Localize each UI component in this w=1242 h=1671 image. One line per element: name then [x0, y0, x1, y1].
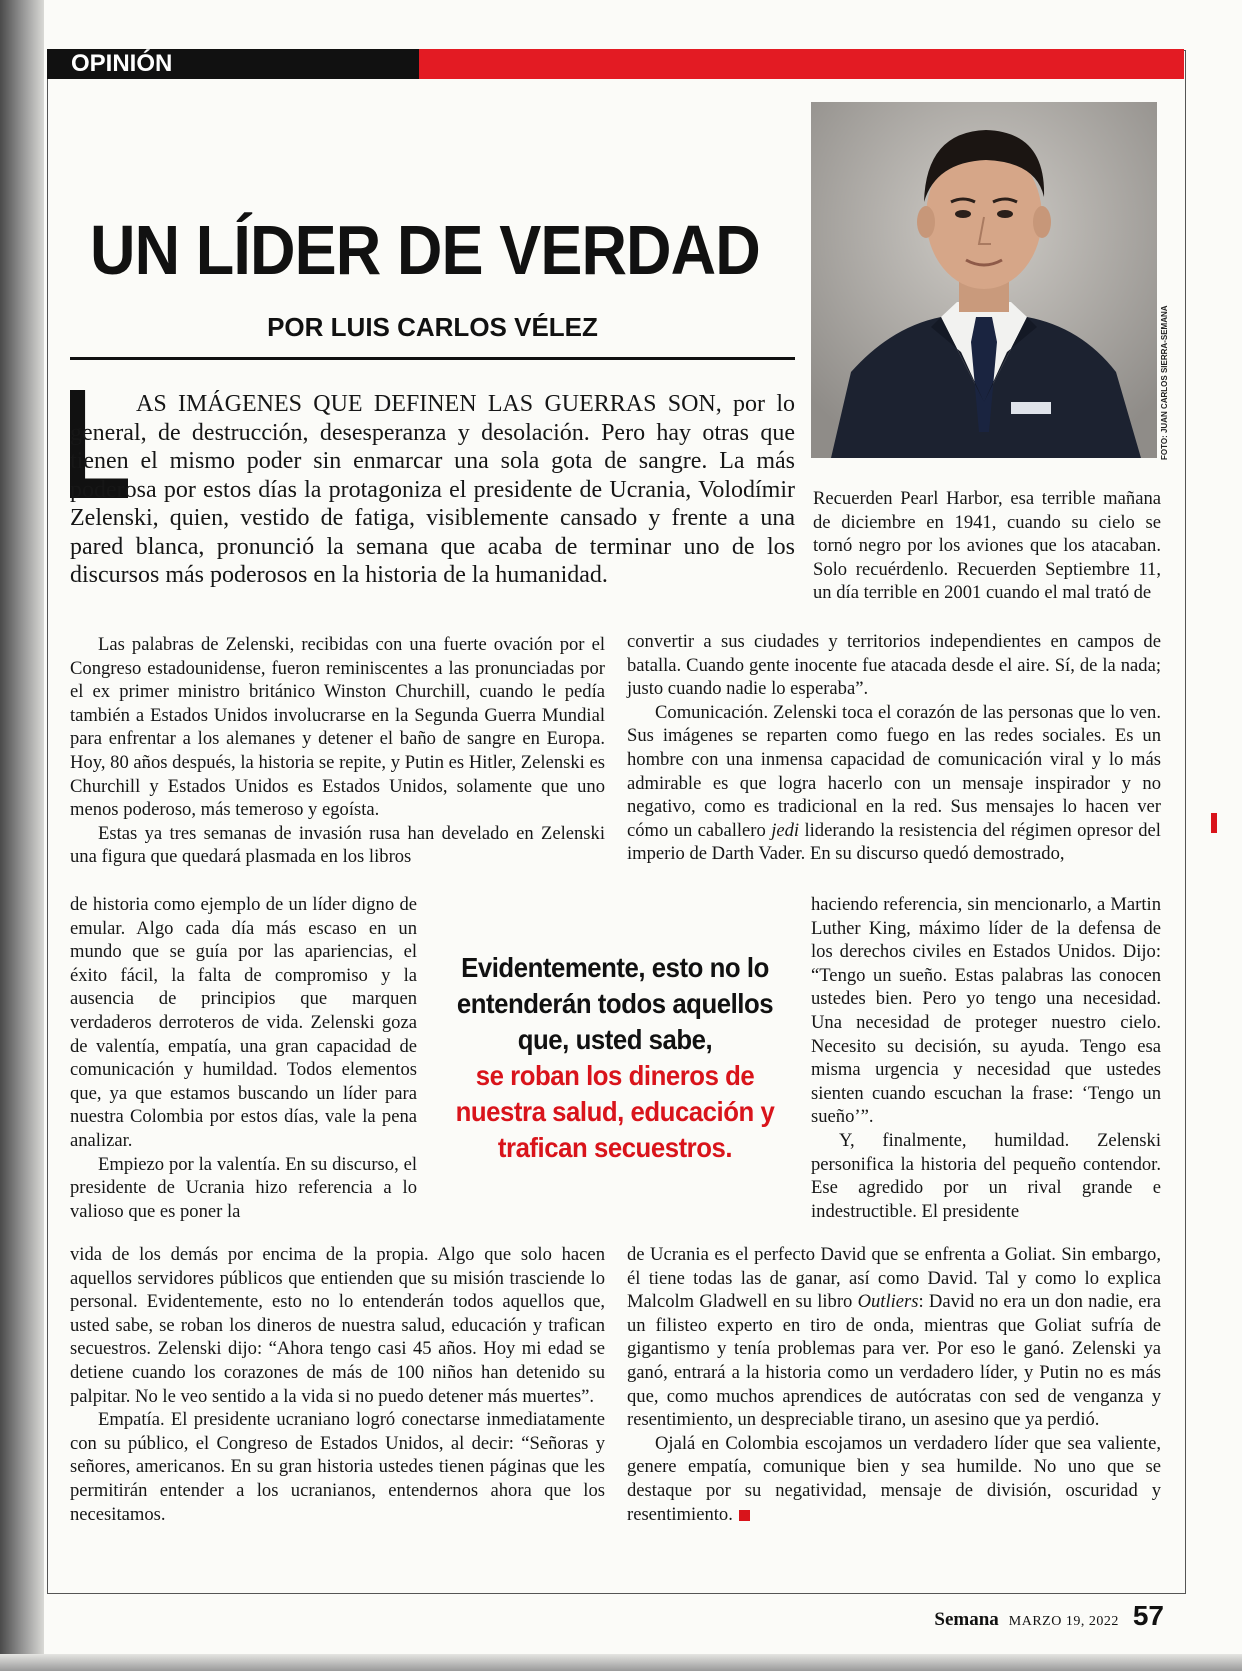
italic-book-title: Outliers — [857, 1291, 919, 1313]
paragraph: convertir a sus ciudades y territorios independientes en campos de batalla. Cuando gente inocente fue atacada desde el aire. Sí, de la nada; justo cuando nadie lo esperaba”. — [627, 631, 1161, 700]
section-label: OPINIÓN — [47, 49, 419, 79]
paragraph — [627, 701, 1161, 866]
section-header — [47, 49, 1184, 79]
portrait-illustration — [811, 102, 1157, 458]
right-column-top — [813, 487, 1161, 605]
right-column-middle — [627, 630, 1161, 866]
paragraph — [627, 1243, 1161, 1432]
pull-quote — [449, 950, 780, 1166]
page-folio — [934, 1600, 1164, 1630]
paragraph-text: Ojalá en Colombia escojamos un verdadero líder que sea valiente, genere empatía, comunique bien y sea humilde. No uno que se destaque por su negatividad, mensaje de división, oscuridad y resentimiento. — [627, 1432, 1161, 1525]
issue-date: MARZO 19, 2022 — [1008, 1614, 1119, 1629]
pull-quote-black: Evidentemente, esto no lo entenderán todos aquellos que, usted sabe, — [456, 952, 774, 1055]
magazine-name: Semana — [934, 1609, 999, 1630]
red-edge-mark — [1211, 813, 1217, 833]
paragraph — [627, 1432, 1161, 1526]
paragraph-text: : David no era un don nadie, era un filisteo experto en tiro de onda, mientras que Goliat sufría de gigantismo y tenía problemas para ver. Por eso le ganó. Zelenski ya ganó, entrará a la historia como un verdadero líder, y Putin no es más que, como muchos aprendices de autócratas con sed de venganza y resentimiento, un despreciable tirano, un asesino que ya perdió. — [627, 1291, 1161, 1431]
page-number: 57 — [1132, 1600, 1164, 1631]
paragraph: Las palabras de Zelenski, recibidas con una fuerte ovación por el Congreso estadounidense, fueron reminiscentes a las pronunciadas por el ex primer ministro británico Winston Churchill, cuando le pedía también a Estados Unidos involucrarse en la Segunda Guerra Mundial para enfrentar a los alemanes y detener el baño de sangre en Europa. Hoy, 80 años después, la historia se repite, y Putin es Hitler, Zelenski es Churchill y Estados Unidos es Estados Unidos, solamente que uno menos poderoso, más temeroso y egoísta. — [70, 634, 605, 821]
paragraph-text: de Ucrania es el perfecto David que se enfrenta a Goliat. Sin embargo, él tiene todas las de ganar, así como David. Tal y como lo explica Malcolm Gladwell en su libro — [627, 1244, 1161, 1313]
headline: UN LÍDER DE VERDAD — [90, 211, 760, 289]
paragraph: haciendo referencia, sin mencionarlo, a Martin Luther King, máximo líder de la defensa de los derechos civiles en Estados Unidos. Dijo: “Tengo un sueño. Estas palabras las conocen ustedes bien. Pero yo tengo una necesidad. Una necesidad de proteger nuestro cielo. Necesito su decisión, su ayuda. Tengo esa misma urgencia y necesidad que ustedes sienten cuando escuchan la frase: ‘Tengo un sueño’”. — [811, 894, 1161, 1128]
left-column-bottom — [70, 1243, 605, 1526]
italic-word: jedi — [771, 819, 800, 841]
right-column-narrow — [811, 893, 1161, 1223]
binding-spine-shadow — [0, 0, 44, 1671]
paragraph: Empatía. El presidente ucraniano logró conectarse inmediatamente con su público, el Congreso de Estados Unidos, al decir: “Señoras y señores, americanos. En su gran historia ustedes tienen páginas que les permitirán entender a los ucranianos, entendernos ahora que los necesitamos. — [70, 1409, 605, 1525]
paragraph: vida de los demás por encima de la propia. Algo que solo hacen aquellos servidores públicos que entienden que su misión trasciende lo personal. Evidentemente, esto no lo entenderán todos aquellos que, usted sabe, se roban los dineros de nuestra salud, educación y trafican secuestros. Zelenski dijo: “Ahora tengo casi 45 años. Hoy mi edad se detiene cuando los corazones de más de 100 niños han detenido su palpitar. No le veo sentido a la vida si no puedo detener más muertes”. — [70, 1244, 605, 1407]
red-square-icon — [739, 1510, 750, 1521]
bottom-edge-shadow — [0, 1654, 1242, 1671]
photo-credit: FOTO: JUAN CARLOS SIERRA-SEMANA — [1160, 305, 1169, 460]
right-column-bottom — [627, 1243, 1161, 1526]
lead-paragraph — [70, 390, 795, 590]
headline-rule — [70, 357, 795, 360]
paragraph: Y, finalmente, humildad. Zelenski personifica la historia del pequeño contendor. Ese agredido por un rival grande e indestructible. El presidente — [811, 1129, 1161, 1222]
paragraph-text: liderando la resistencia del régimen opresor del imperio de Darth Vader. En su discurso quedó demostrado, — [627, 819, 1161, 865]
paragraph: de historia como ejemplo de un líder digno de emular. Algo cada día más escaso en un mundo que se guía por las apariencias, el éxito fácil, la falta de compromiso y la ausencia de principios que marquen verdaderos derroteros de vida. Zelenski goza de valentía, empatía, una gran capacidad de comunicación y humildad. Todos elementos que, ya que estamos buscando un líder para nuestra Colombia por estos días, vale la pena analizar. — [70, 894, 417, 1151]
paragraph: Estas ya tres semanas de invasión rusa han develado en Zelenski una figura que quedará plasmada en los libros — [70, 822, 605, 868]
byline: POR LUIS CARLOS VÉLEZ — [267, 312, 598, 342]
pull-quote-red: se roban los dineros de nuestra salud, educación y trafican secuestros. — [455, 1060, 775, 1163]
lead-text: AS IMÁGENES QUE DEFINEN LAS GUERRAS SON, por lo general, de destrucción, desesperanza y desolación. Pero hay otras que tienen el mismo poder sin enmarcar una sola gota de sangre. La más poderosa por estos días la protagoniza el presidente de Ucrania, Volodímir Zelenski, quien, vestido de fatiga, visiblemente cansado y frente a una pared blanca, pronunció la semana que acaba de terminar uno de los discursos más poderosos en la historia de la humanidad. — [70, 391, 795, 588]
section-accent-bar — [419, 49, 1184, 79]
paragraph: Empiezo por la valentía. En su discurso, el presidente de Ucrania hizo referencia a lo valioso que es poner la — [70, 1153, 417, 1222]
left-column-narrow — [70, 893, 417, 1223]
left-column-top — [70, 633, 605, 869]
paragraph: Recuerden Pearl Harbor, esa terrible mañana de diciembre en 1941, cuando su cielo se tornó negro por los aviones que los atacaban. Solo recuérdenlo. Recuerden Septiembre 11, un día terrible en 2001 cuando el mal trató de — [813, 488, 1161, 604]
paragraph-text: Comunicación. Zelenski toca el corazón de las personas que lo ven. Sus imágenes se reparten como fuego en las redes sociales. Es un hombre con una inmensa capacidad de comunicación viral y lo más admirable es que logra hacerlo con un mensaje inspirador y no negativo, como es tradicional en la red. Sus mensajes lo hacen ver cómo un caballero — [627, 701, 1161, 841]
author-portrait-photo — [811, 102, 1157, 458]
